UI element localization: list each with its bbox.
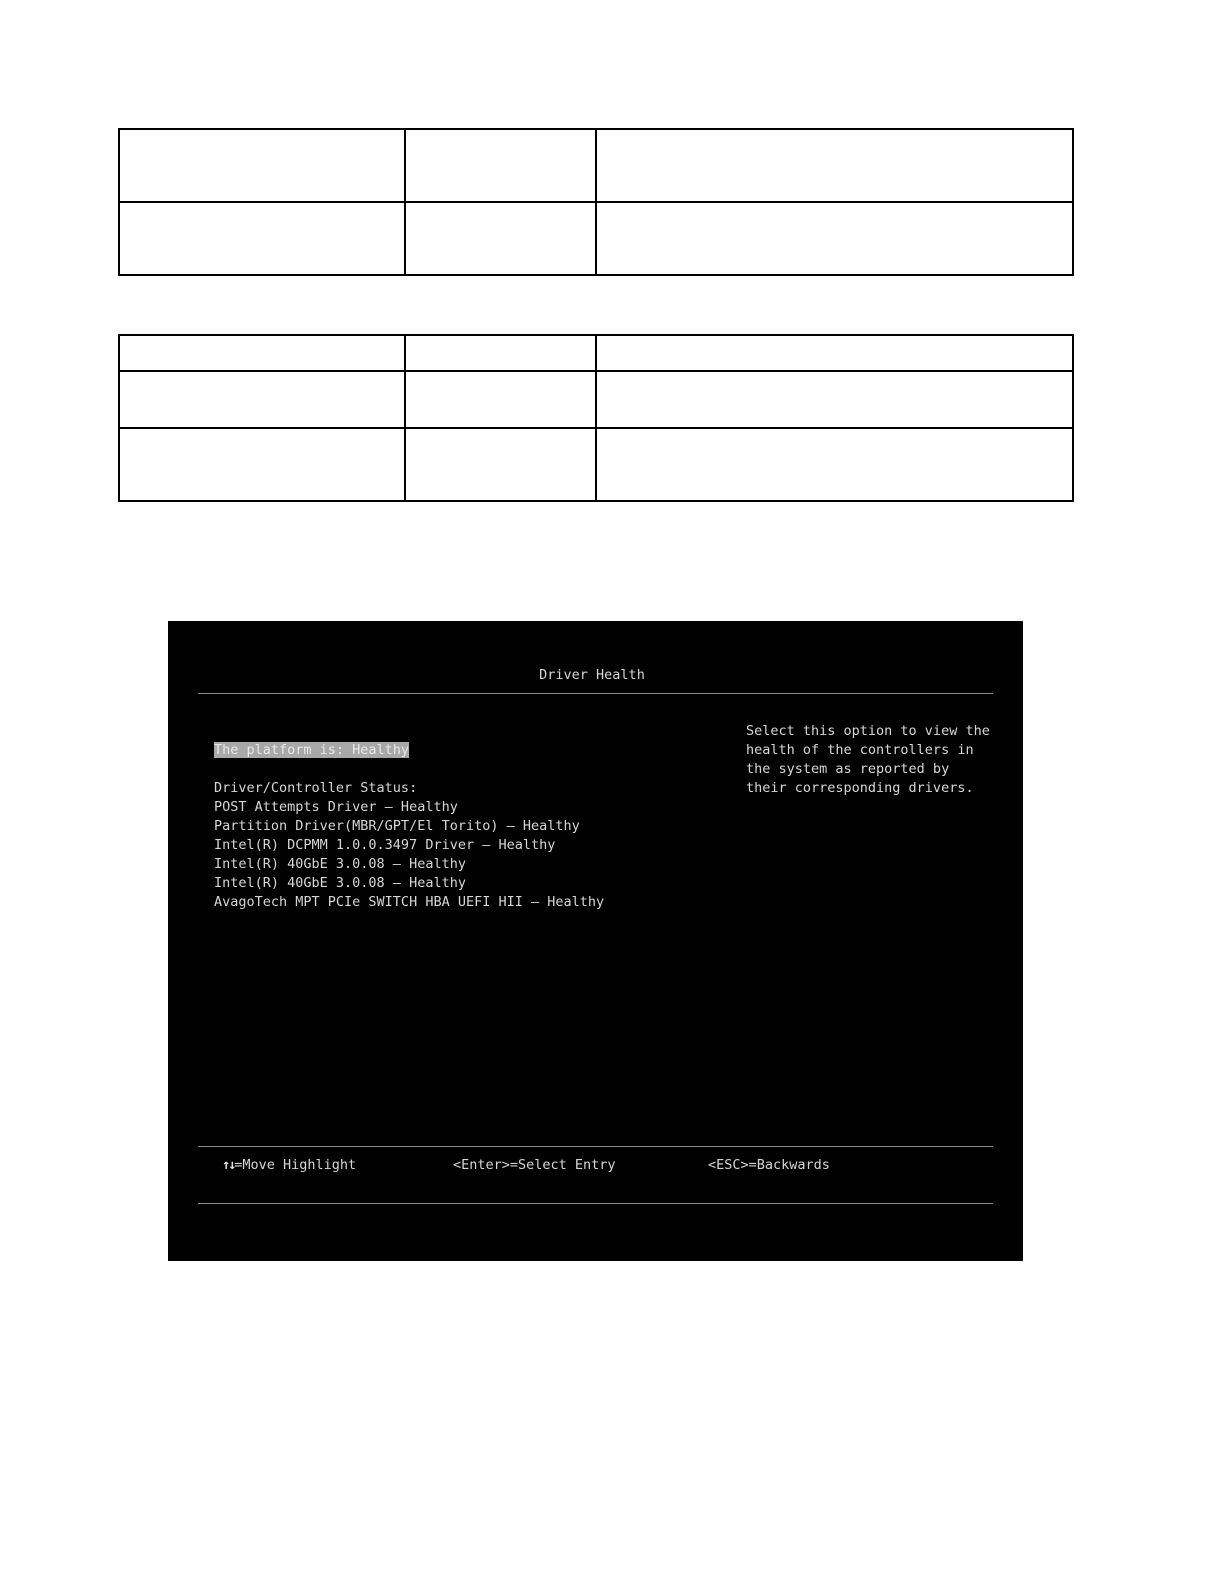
move-highlight-label: =Move Highlight	[234, 1157, 357, 1173]
platform-status-item[interactable]: The platform is: Healthy	[214, 742, 410, 758]
table-cell	[405, 371, 596, 428]
table-cell	[405, 428, 596, 501]
select-entry-hint: <Enter>=Select Entry	[453, 1157, 616, 1173]
driver-status-line: POST Attempts Driver – Healthy	[214, 799, 458, 815]
help-text-line: the system as reported by	[746, 761, 950, 777]
driver-status-line: Intel(R) 40GbE 3.0.08 – Healthy	[214, 875, 466, 891]
footer-top-divider	[198, 1146, 993, 1147]
table-cell	[596, 202, 1073, 275]
table-header-row	[119, 335, 1073, 371]
table-cell	[596, 371, 1073, 428]
driver-status-line: Intel(R) DCPMM 1.0.0.3497 Driver – Healthy	[214, 837, 556, 853]
move-highlight-hint	[222, 1157, 356, 1173]
help-text-line: their corresponding drivers.	[746, 780, 974, 796]
page-title: Driver Health	[539, 667, 645, 683]
table-cell	[596, 129, 1073, 202]
doc-table-2	[118, 334, 1074, 502]
table-cell	[405, 129, 596, 202]
up-down-arrow-icon: ↑↓	[222, 1157, 235, 1173]
table-cell	[119, 202, 405, 275]
table-cell	[596, 428, 1073, 501]
key-hints	[222, 1157, 1002, 1177]
table-cell	[596, 335, 1073, 371]
table-row	[119, 428, 1073, 501]
doc-table-1	[118, 128, 1074, 276]
table-row	[119, 202, 1073, 275]
table-cell	[405, 335, 596, 371]
table-row	[119, 371, 1073, 428]
table-cell	[119, 371, 405, 428]
title-divider	[198, 693, 993, 694]
driver-status-panel	[214, 741, 694, 912]
help-text-line: health of the controllers in	[746, 742, 974, 758]
footer-bottom-divider	[198, 1203, 993, 1204]
table-row	[119, 129, 1073, 202]
status-heading: Driver/Controller Status:	[214, 780, 418, 796]
driver-status-line: Intel(R) 40GbE 3.0.08 – Healthy	[214, 856, 466, 872]
table-cell	[119, 129, 405, 202]
table-cell	[119, 428, 405, 501]
help-text-line: Select this option to view the	[746, 723, 990, 739]
help-panel	[746, 722, 1006, 798]
bios-screen	[168, 621, 1023, 1261]
driver-status-line: AvagoTech MPT PCIe SWITCH HBA UEFI HII – Healthy	[214, 894, 605, 910]
table-cell	[119, 335, 405, 371]
driver-status-line: Partition Driver(MBR/GPT/El Torito) – Healthy	[214, 818, 580, 834]
table-cell	[405, 202, 596, 275]
backwards-hint: <ESC>=Backwards	[708, 1157, 830, 1173]
